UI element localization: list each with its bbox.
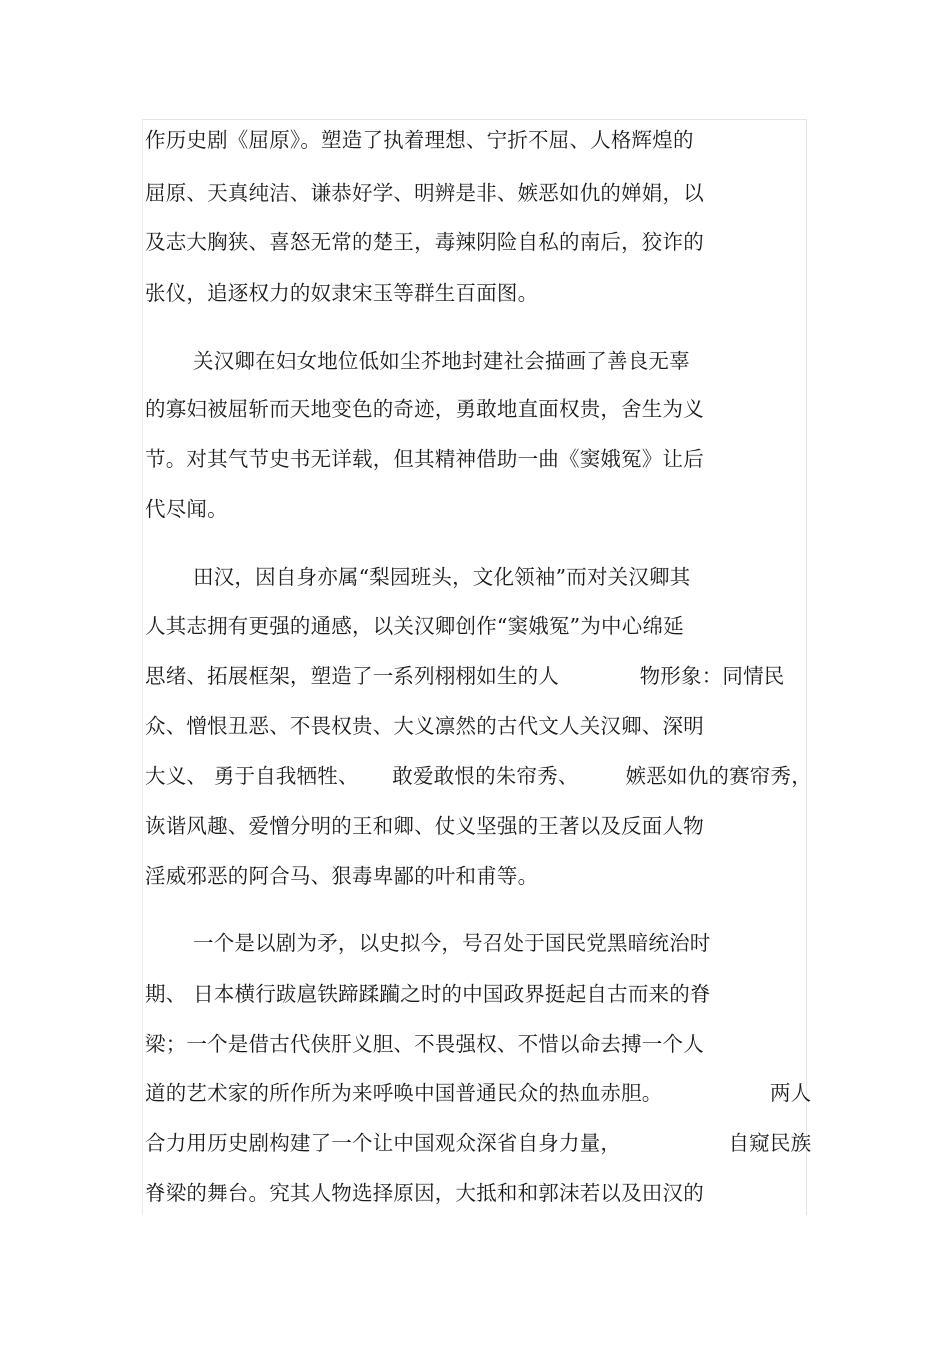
text-line: 关汉卿在妇女地位低如尘芥地封建社会描画了善良无辜 [193, 349, 690, 373]
text-line: 张仪，追逐权力的奴隶宋玉等群生百面图。 [145, 281, 539, 305]
text-line: 及志大胸狭、喜怒无常的楚王，毒辣阴险自私的南后，狡诈的 [145, 230, 704, 254]
text-line: 期、 日本横行跋扈铁蹄蹂躏之时的中国政界挺起自古而来的脊 [145, 982, 711, 1006]
text-line: 节。对其气节史书无详载，但其精神借助一曲《窦娥冤》让后 [145, 447, 704, 471]
text-line: 一个是以剧为矛，以史拟今，号召处于国民党黑暗统治时 [193, 931, 711, 955]
text-line: 脊梁的舞台。究其人物选择原因，大抵和和郭沫若以及田汉的 [145, 1181, 704, 1205]
text-line: 众、憎恨丑恶、不畏权贵、大义凛然的古代文人关汉卿、深明 [145, 714, 704, 738]
text-line: 代尽闻。 [145, 497, 228, 521]
text-line: 道的艺术家的所作所为来呼唤中国普通民众的热血赤胆。 两人 [145, 1081, 812, 1105]
text-line: 人其志拥有更强的通感，以关汉卿创作“窦娥冤”为中心绵延 [145, 614, 684, 638]
text-line: 大义、 勇于自我牺牲、 敢爱敢恨的朱帘秀、 嫉恶如仇的赛帘秀， [145, 764, 812, 788]
text-line: 梁；一个是借古代侠肝义胆、不畏强权、不惜以命去搏一个人 [145, 1032, 704, 1056]
text-line: 思绪、拓展框架，塑造了一系列栩栩如生的人 物形象：同情民 [145, 664, 785, 688]
text-line: 屈原、天真纯洁、谦恭好学、明辨是非、嫉恶如仇的婵娟，以 [145, 181, 704, 205]
text-line: 田汉，因自身亦属“梨园班头，文化领袖”而对关汉卿其 [193, 565, 691, 589]
text-line: 合力用历史剧构建了一个让中国观众深省自身力量， 自窥民族 [145, 1131, 812, 1155]
text-line: 的寡妇被屈斩而天地变色的奇迹，勇敢地直面权贵，舍生为义 [145, 397, 704, 421]
text-line: 淫威邪恶的阿合马、狠毒卑鄙的叶和甫等。 [145, 864, 539, 888]
text-line: 诙谐风趣、爱憎分明的王和卿、仗义坚强的王著以及反面人物 [145, 814, 704, 838]
text-line: 作历史剧《屈原》。塑造了执着理想、宁折不屈、人格辉煌的 [145, 128, 694, 152]
